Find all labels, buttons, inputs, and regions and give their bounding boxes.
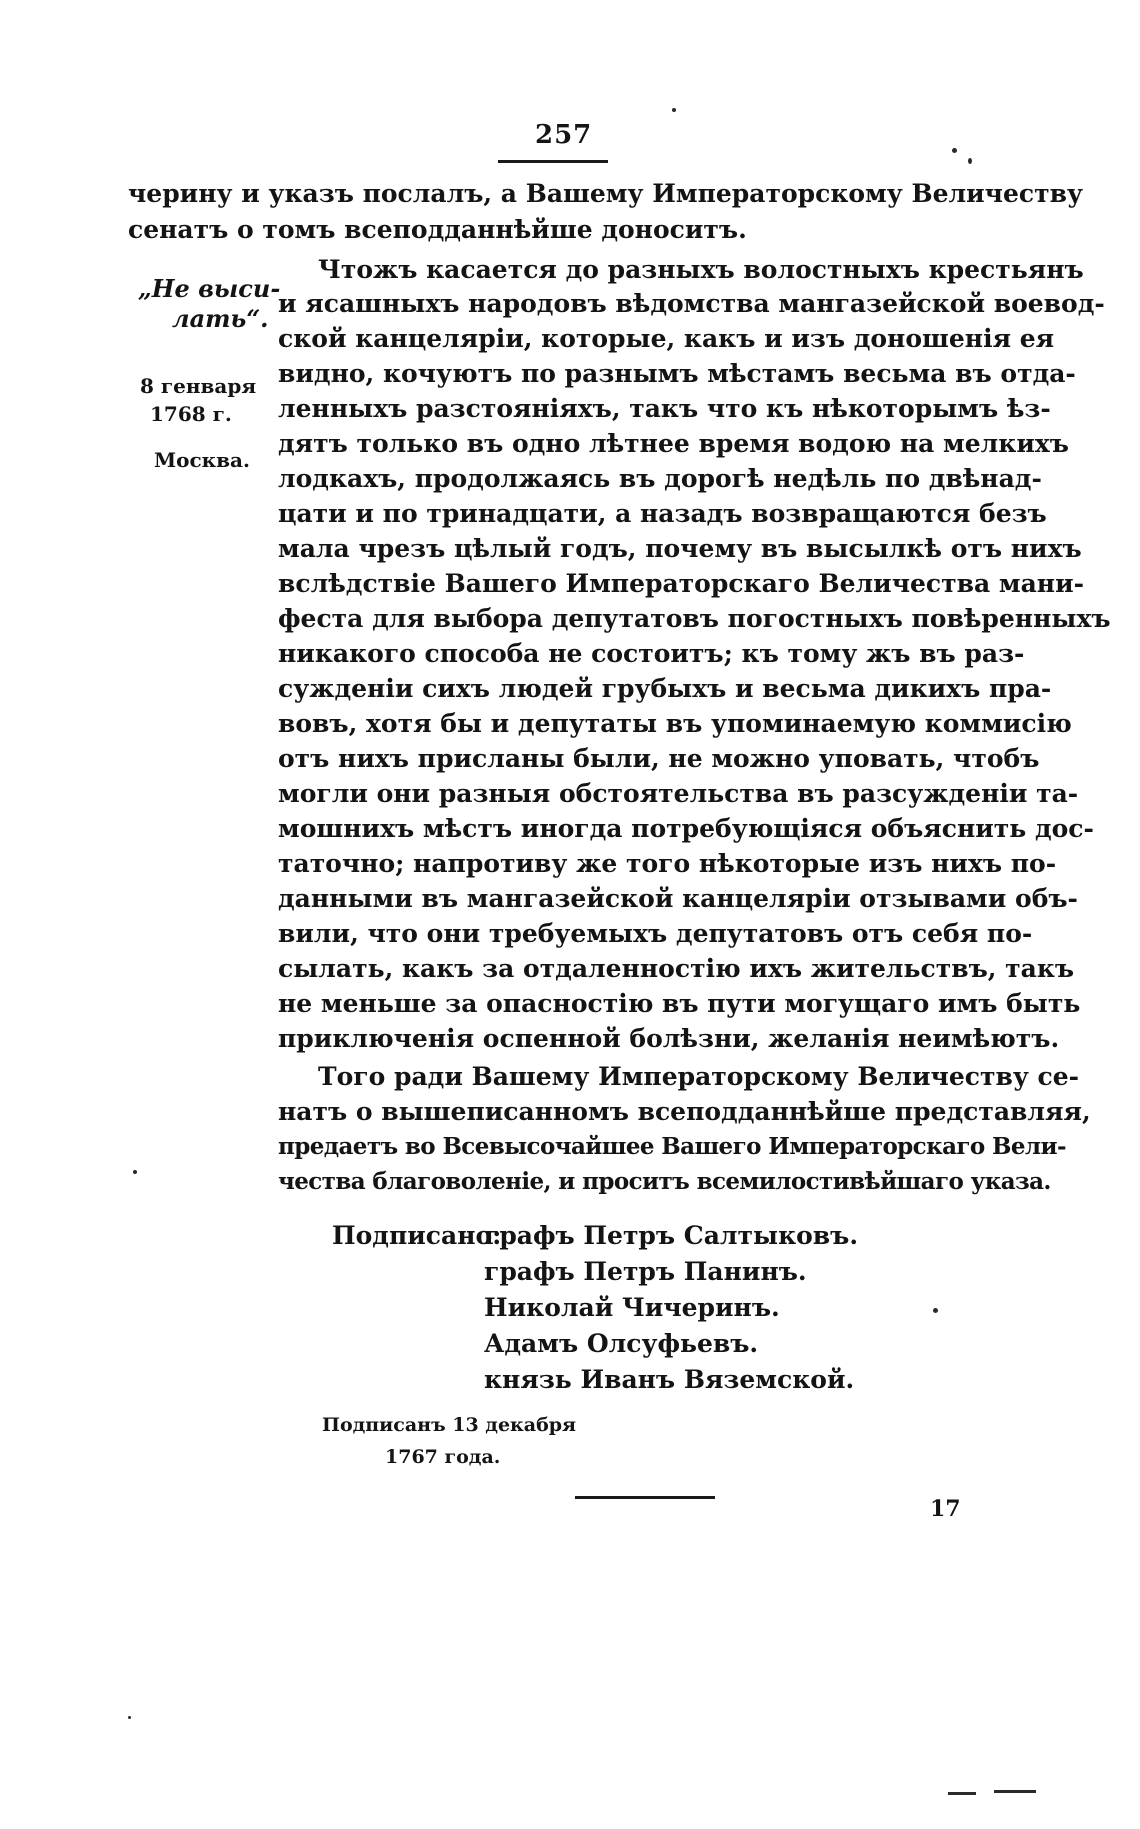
margin-date-line: 8 генваря [140, 374, 257, 398]
text-line: лодкахъ, продолжаясь въ дорогѣ недѣль по двѣнад- [278, 464, 1042, 493]
text-line: и ясашныхъ народовъ вѣдомства мангазейской воевод- [278, 289, 1105, 318]
text-line: вили, что они требуемыхъ депутатовъ отъ себя по- [278, 919, 1033, 948]
margin-resolution-line: лать“. [172, 304, 269, 333]
scan-speck [672, 108, 676, 112]
signed-date-line: Подписанъ 13 декабря [322, 1414, 577, 1436]
text-line: сужденіи сихъ людей грубыхъ и весьма дикихъ пра- [278, 674, 1052, 703]
scan-speck [952, 148, 957, 153]
signature-name: князь Иванъ Вяземской. [484, 1365, 855, 1394]
text-line: чества благоволеніе, и проситъ всемилостивѣйшаго указа. [278, 1168, 1051, 1195]
text-line: никакого способа не состоитъ; къ тому жъ въ раз- [278, 639, 1025, 668]
text-line: не меньше за опасностію въ пути могущаго имъ быть [278, 989, 1081, 1018]
text-line: приключенія оспенной болѣзни, желанія неимѣютъ. [278, 1024, 1060, 1053]
margin-resolution-line: „Не выси- [138, 274, 281, 303]
text-line: черину и указъ послалъ, а Вашему Императорскому Величеству [128, 179, 1083, 208]
printer-signature-mark: 17 [930, 1496, 961, 1522]
text-line: таточно; напротиву же того нѣкоторые изъ нихъ по- [278, 849, 1057, 878]
page-number-rule [498, 160, 608, 163]
signature-name: графъ Петръ Панинъ. [484, 1257, 807, 1286]
text-line: ской канцеляріи, которые, какъ и изъ доношенія ея [278, 324, 1055, 353]
text-line: предаетъ во Всевысочайшее Вашего Императорскаго Вели- [278, 1133, 1066, 1160]
text-line: вовъ, хотя бы и депутаты въ упоминаемую коммисію [278, 709, 1072, 738]
text-line: отъ нихъ присланы были, не можно уповать, чтобъ [278, 744, 1040, 773]
margin-date-line: 1768 г. [150, 402, 232, 426]
scan-speck [933, 1308, 938, 1313]
text-line: феста для выбора депутатовъ погостныхъ повѣренныхъ [278, 604, 1111, 633]
text-line: вслѣдствіе Вашего Императорскаго Величества мани- [278, 569, 1085, 598]
text-line: цати и по тринадцати, а назадъ возвращаются безъ [278, 499, 1047, 528]
signed-date-line: 1767 года. [385, 1446, 501, 1468]
end-rule [575, 1496, 715, 1499]
text-line: видно, кочуютъ по разнымъ мѣстамъ весьма въ отда- [278, 359, 1076, 388]
scan-speck [968, 158, 972, 164]
text-line: дятъ только въ одно лѣтнее время водою на мелкихъ [278, 429, 1069, 458]
text-line: могли они разныя обстоятельства въ разсужденіи та- [278, 779, 1079, 808]
text-line: сылать, какъ за отдаленностію ихъ жительствъ, такъ [278, 954, 1075, 983]
text-line: сенатъ о томъ всеподданнѣйше доноситъ. [128, 215, 747, 244]
scan-speck [133, 1170, 137, 1174]
signature-name: Николай Чичеринъ. [484, 1293, 780, 1322]
text-line: натъ о вышеписанномъ всеподданнѣйше представляя, [278, 1097, 1091, 1126]
scan-speck [128, 1716, 131, 1719]
signatures-prefix: Подписано: [332, 1221, 502, 1250]
text-line: Чтожъ касается до разныхъ волостныхъ крестьянъ [318, 255, 1084, 284]
text-line: Того ради Вашему Императорскому Величеству се- [318, 1062, 1080, 1091]
text-line: данными въ мангазейской канцеляріи отзывами объ- [278, 884, 1078, 913]
margin-place: Москва. [154, 448, 250, 472]
text-line: мошнихъ мѣстъ иногда потребующіяся объяснить дос- [278, 814, 1094, 843]
page-number: 257 [535, 120, 593, 150]
scan-dash [994, 1790, 1036, 1793]
text-line: ленныхъ разстояніяхъ, такъ что къ нѣкоторымъ ѣз- [278, 394, 1051, 423]
text-line: мала чрезъ цѣлый годъ, почему въ высылкѣ отъ нихъ [278, 534, 1082, 563]
signature-name: Адамъ Олсуфьевъ. [484, 1329, 759, 1358]
scan-dash [948, 1792, 976, 1795]
signature-name: графъ Петръ Салтыковъ. [484, 1221, 859, 1250]
